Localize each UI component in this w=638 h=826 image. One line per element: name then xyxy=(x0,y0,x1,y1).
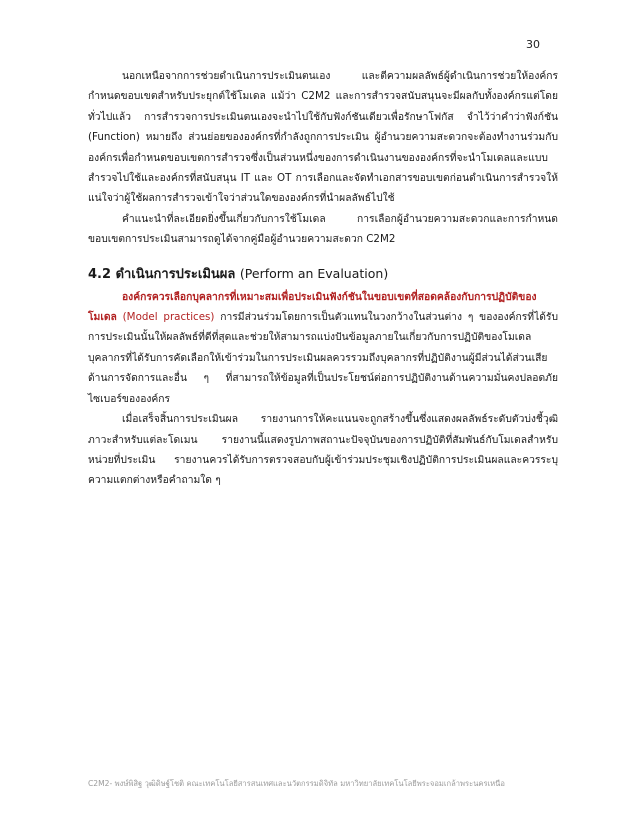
section-title-th: ดำเนินการประเมินผล xyxy=(115,266,236,282)
paragraph-participants-body: การมีส่วนร่วมโดยการเป็นตัวแทนในวงกว้างในส่วนต่าง ๆ ขององค์กรที่ได้รับการประเมินนั้นให้ผลลัพธ์ที่ดีที่สุดและช่วยให้สามารถแบ่งปันข้อมูลภายในเกี่ยวกับการปฏิบัติของโมเดลบุคลากรที่ได้รับการคัดเลือกให้เข้าร่วมในการประเมินผลควรรวมถึงบุคลากรที่ปฏิบัติงานผู้มีส่วนได้ส่วนเสียด้านการจัดการและอื่น ๆ ที่สามารถให้ข้อมูลที่เป็นประโยชน์ต่อการปฏิบัติงานด้านความมั่นคงปลอดภัยไซเบอร์ขององค์กร xyxy=(88,311,558,405)
highlight-english-term: (Model practices) xyxy=(116,311,215,324)
highlight-bold-text: องค์กรควรเลือกบุคลากรที่เหมาะสมเพื่อประเมินฟังก์ชันในขอบเขตที่สอดคล้องกับการปฏิบัติของโมเดล xyxy=(88,290,537,324)
section-heading xyxy=(88,264,558,285)
paragraph-report: เมื่อเสร็จสิ้นการประเมินผล รายงานการให้คะแนนจะถูกสร้างขึ้นซึ่งแสดงผลลัพธ์ระดับตัวบ่งชี้วุฒิภาวะสำหรับแต่ละโดเมน รายงานนี้แสดงรูปภาพสถานะปัจจุบันของการปฏิบัติที่สัมพันธ์กับโมเดลสำหรับหน่วยที่ประเมิน รายงานควรได้รับการตรวจสอบกับผู้เข้าร่วมประชุมเชิงปฏิบัติการประเมินผลและควรระบุความแตกต่างหรือคำถามใด ๆ xyxy=(88,413,558,487)
paragraph-participants xyxy=(88,287,558,409)
section-title-en: (Perform an Evaluation) xyxy=(239,265,389,281)
paragraph-intro: นอกเหนือจากการช่วยดำเนินการประเมินตนเอง และตีความผลลัพธ์ผู้ดำเนินการช่วยให้องค์กรกำหนดขอบเขตสำหรับประยุกต์ใช้โมเดล แม้ว่า C2M2 และการสำรวจสนับสนุนจะมีผลกับทั้งองค์กรแต่โดยทั่วไปแล้ว การสำรวจการประเมินตนเองจะนำไปใช้กับฟังก์ชันเดียวเพื่อรักษาโฟกัส จำไว้ว่าคำว่าฟังก์ชัน (Function) หมายถึง ส่วนย่อยขององค์กรที่กำลังถูกการประเมิน ผู้อำนวยความสะดวกจะต้องทำงานร่วมกับองค์กรเพื่อกำหนดขอบเขตการสำรวจซึ่งเป็นส่วนหนึ่งของการดำเนินงานขององค์กรที่จะนำโมเดลและแบบสำรวจไปใช้และองค์กรที่สนับสนุน IT และ OT การเลือกและจัดทำเอกสารขอบเขตก่อนดำเนินการสำรวจให้แน่ใจว่าผู้ใช้ผลการสำรวจเข้าใจว่าส่วนใดขององค์กรที่นำผลลัพธ์ไปใช้ xyxy=(88,70,558,205)
paragraph-guidance: คำแนะนำที่ละเอียดยิ่งขึ้นเกี่ยวกับการใช้โมเดล การเลือกผู้อำนวยความสะดวกและการกำหนดขอบเขตการประเมินสามารถดูได้จากคู่มือผู้อำนวยความสะดวก C2M2 xyxy=(88,212,558,246)
page-number: 30 xyxy=(526,38,540,51)
page-footer: C2M2- พงษ์พิสิฐ วุฒิดิษฐ์โชติ คณะเทคโนโลยีสารสนเทศและนวัตกรรมดิจิทัล มหาวิทยาลัยเทคโนโลยีพระจอมเกล้าพระนครเหนือ xyxy=(88,779,505,788)
page-body xyxy=(88,66,558,491)
section-number: 4.2 xyxy=(88,266,112,282)
